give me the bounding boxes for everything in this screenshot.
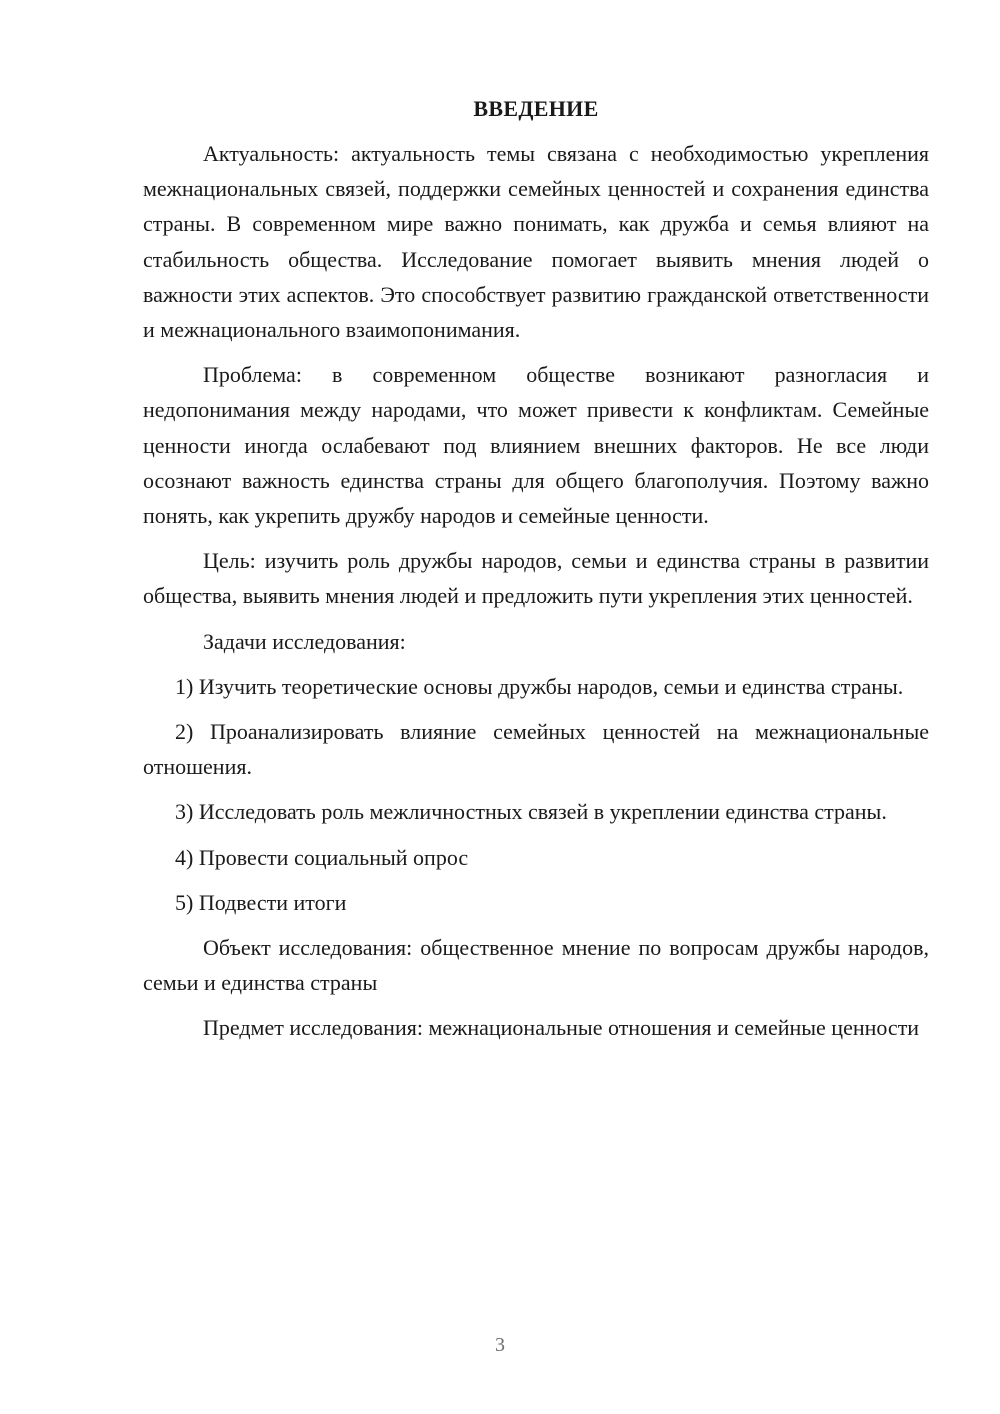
tasks-heading: Задачи исследования:	[203, 628, 406, 654]
task-item-4: 4) Провести социальный опрос	[175, 844, 469, 870]
task-item-5: 5) Подвести итоги	[175, 889, 347, 915]
task-item-2: 2) Проанализировать влияние семейных ценностей на межнациональные отношения.	[143, 719, 929, 780]
goal-paragraph: Цель: изучить роль дружбы народов, семьи и единства страны в развитии общества, выявить мнения людей и предложить пути укрепления этих ценностей.	[143, 548, 929, 609]
document-page	[143, 92, 929, 1056]
section-title: ВВЕДЕНИЕ	[473, 96, 599, 121]
task-item-3: 3) Исследовать роль межличностных связей в укреплении единства страны.	[175, 799, 887, 825]
relevance-paragraph: Актуальность: актуальность темы связана с необходимостью укрепления межнациональных связей, поддержки семейных ценностей и сохранения единства страны. В современном мире важно понимать, как дружба и семья влияют на стабильность общества. Исследование помогает выявить мнения людей о важности этих аспектов. Это способствует развитию гражданской ответственности и межнационального взаимопонимания.	[143, 141, 929, 343]
problem-paragraph: Проблема: в современном обществе возникают разногласия и недопонимания между народами, что может привести к конфликтам. Семейные ценности иногда ослабевают под влиянием внешних факторов. Не все люди осознают важность единства страны для общего благополучия. Поэтому важно понять, как укрепить дружбу народов и семейные ценности.	[143, 362, 929, 529]
page-number: 3	[495, 1334, 505, 1356]
subject-paragraph: Предмет исследования: межнациональные отношения и семейные ценности	[203, 1015, 920, 1041]
task-item-1: 1) Изучить теоретические основы дружбы народов, семьи и единства страны.	[175, 673, 904, 699]
object-paragraph: Объект исследования: общественное мнение по вопросам дружбы народов, семьи и единства страны	[143, 935, 929, 996]
